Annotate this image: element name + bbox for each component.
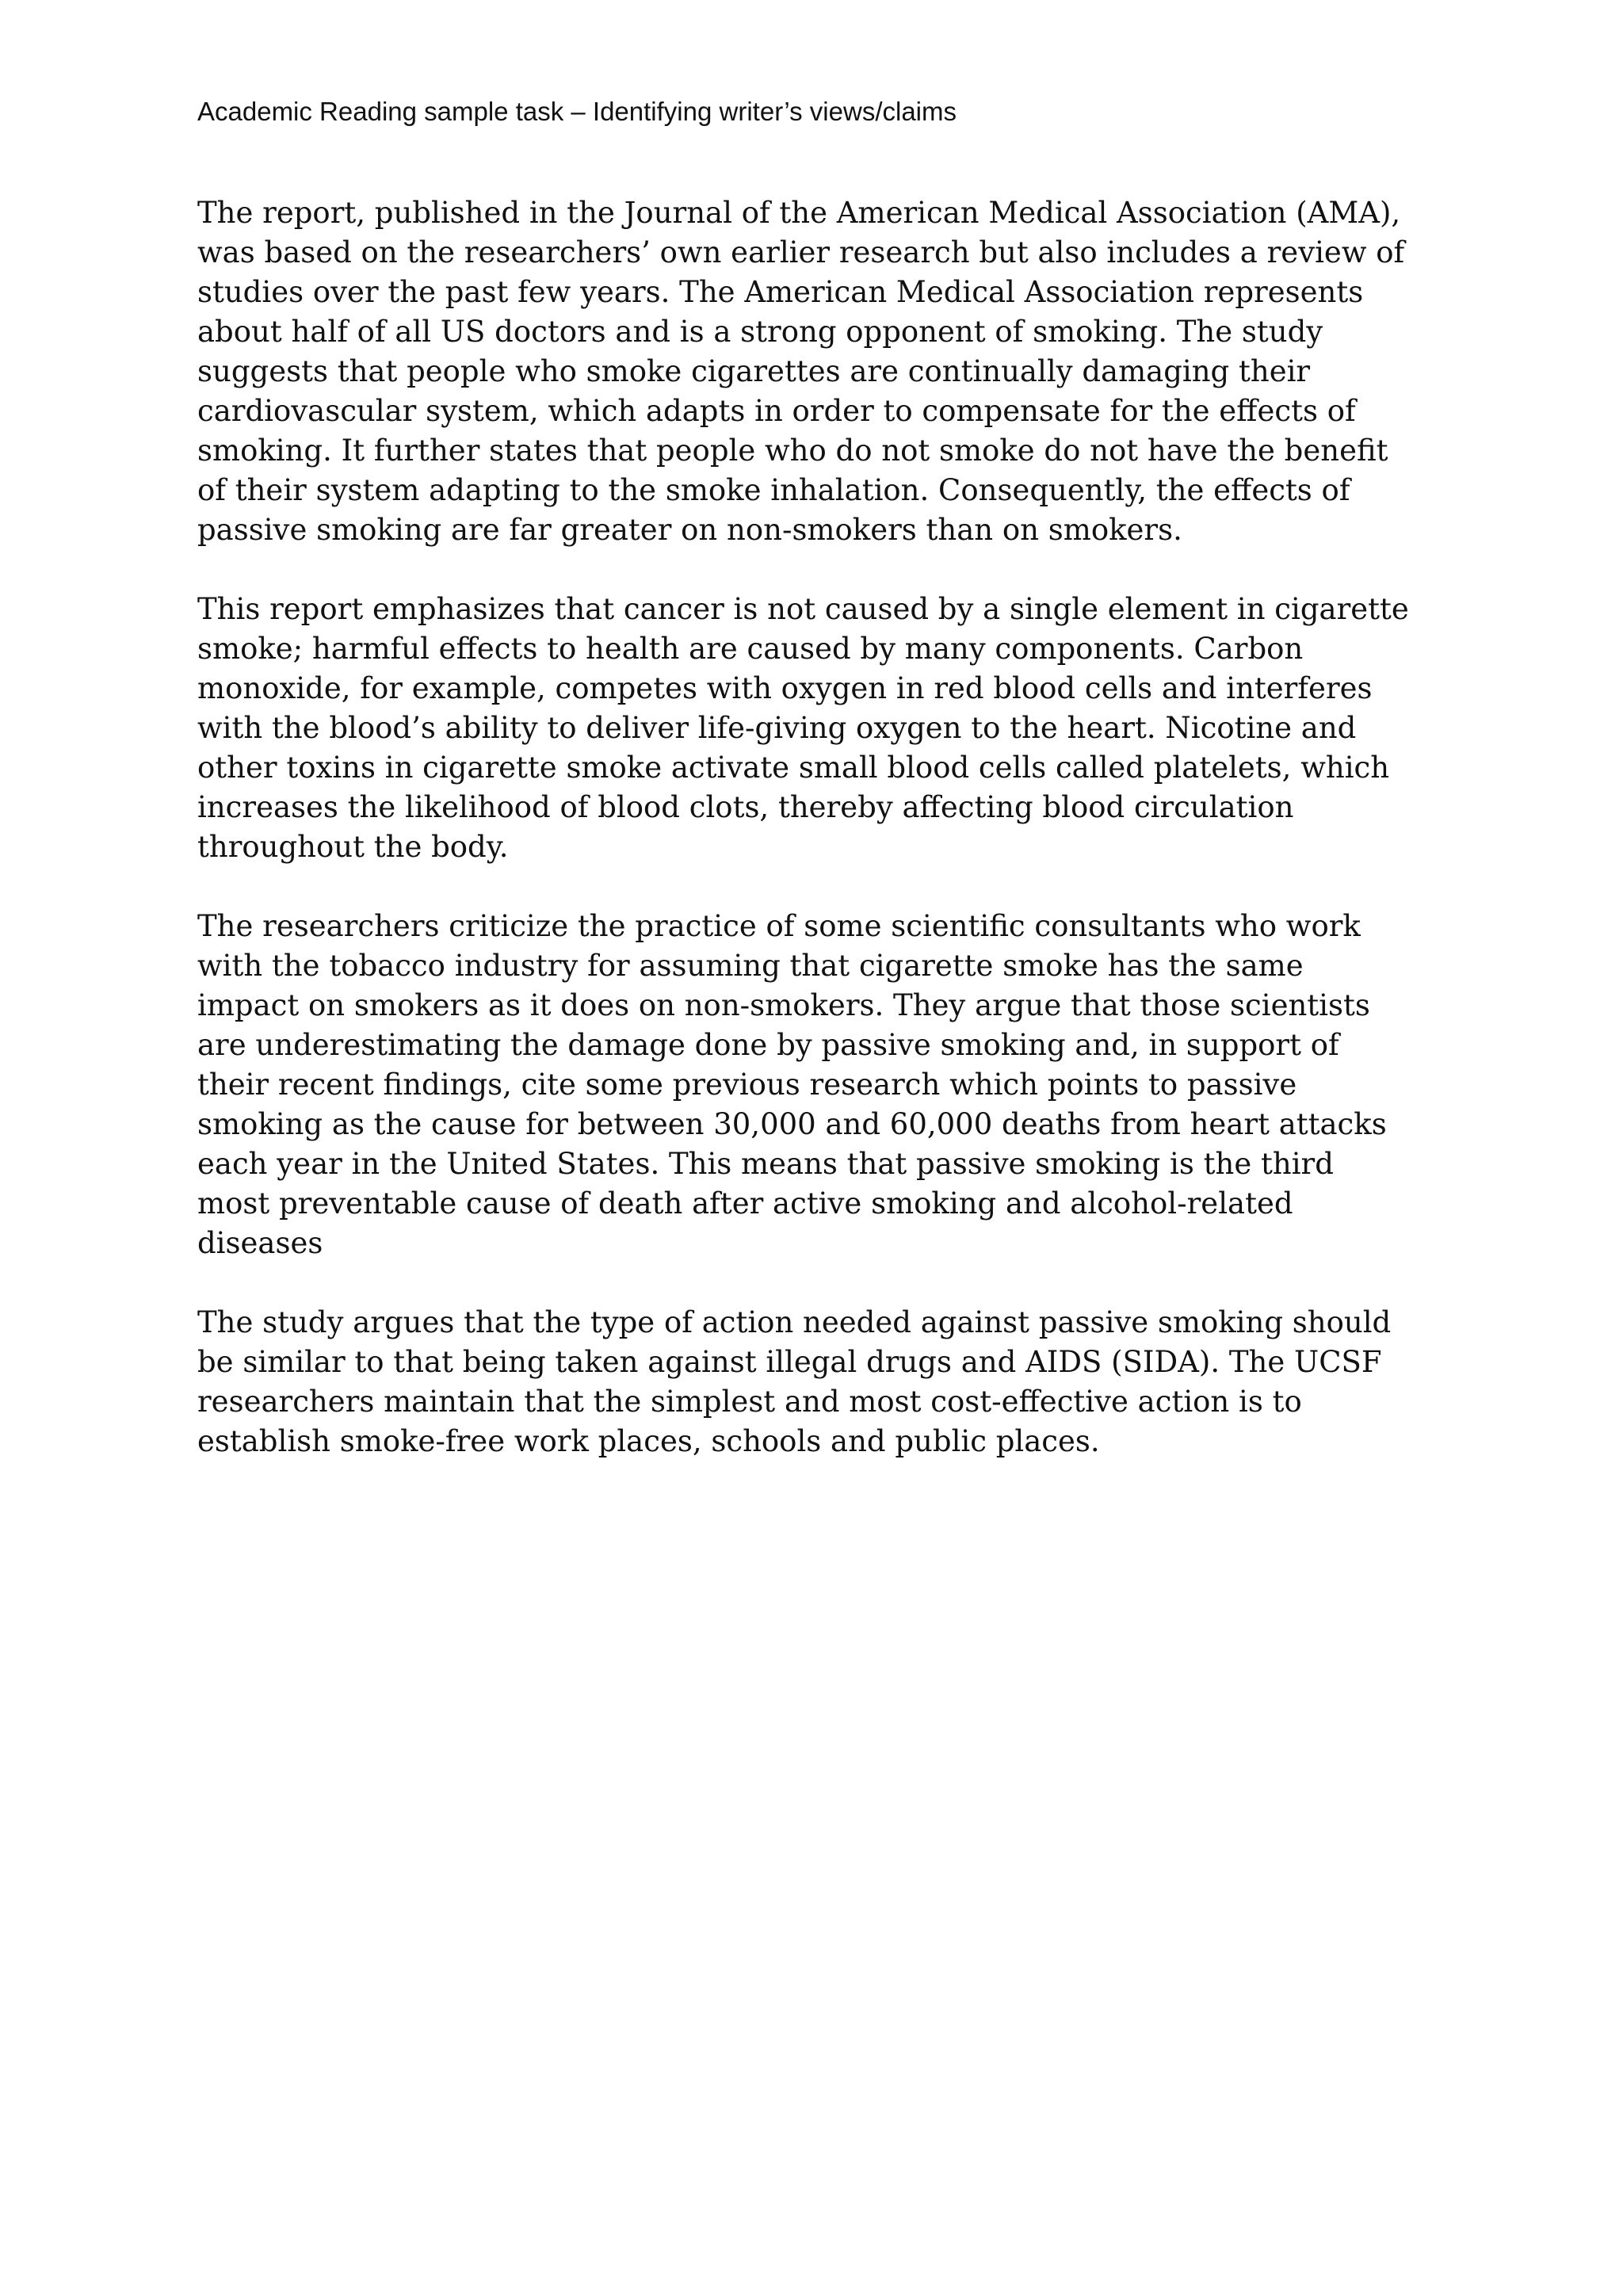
page-header: Academic Reading sample task – Identifying writer’s views/claims <box>197 97 957 126</box>
text-line: was based on the researchers’ own earlier research but also includes a review of <box>197 235 1405 269</box>
paragraph-1 <box>197 193 1449 550</box>
paragraph-3 <box>197 907 1449 1263</box>
text-line: each year in the United States. This means that passive smoking is the third <box>197 1147 1334 1181</box>
text-line: This report emphasizes that cancer is not caused by a single element in cigarette <box>197 592 1409 626</box>
text-line: The study argues that the type of action needed against passive smoking should <box>197 1305 1392 1339</box>
text-line: smoking as the cause for between 30,000 and 60,000 deaths from heart attacks <box>197 1107 1387 1141</box>
text-line: of their system adapting to the smoke inhalation. Consequently, the effects of <box>197 473 1350 507</box>
text-line: increases the likelihood of blood clots, thereby affecting blood circulation <box>197 790 1294 824</box>
text-line: are underestimating the damage done by passive smoking and, in support of <box>197 1028 1339 1062</box>
text-line: throughout the body. <box>197 830 509 864</box>
text-line: The report, published in the Journal of the American Medical Association (AMA), <box>197 196 1401 230</box>
text-line: studies over the past few years. The American Medical Association represents <box>197 275 1364 309</box>
paragraph-4 <box>197 1303 1449 1461</box>
article-body <box>197 193 1449 1501</box>
text-line: passive smoking are far greater on non-smokers than on smokers. <box>197 513 1182 547</box>
text-line: diseases <box>197 1226 323 1260</box>
text-line: impact on smokers as it does on non-smokers. They argue that those scientists <box>197 988 1370 1022</box>
paragraph-2 <box>197 590 1449 867</box>
text-line: cardiovascular system, which adapts in order to compensate for the effects of <box>197 394 1356 428</box>
text-line: The researchers criticize the practice of some scientific consultants who work <box>197 909 1361 943</box>
text-line: about half of all US doctors and is a strong opponent of smoking. The study <box>197 315 1323 349</box>
text-line: most preventable cause of death after active smoking and alcohol-related <box>197 1186 1293 1221</box>
text-line: be similar to that being taken against illegal drugs and AIDS (SIDA). The UCSF <box>197 1345 1382 1379</box>
text-line: monoxide, for example, competes with oxygen in red blood cells and interferes <box>197 671 1373 705</box>
text-line: researchers maintain that the simplest and most cost-effective action is to <box>197 1385 1302 1419</box>
text-line: smoke; harmful effects to health are caused by many components. Carbon <box>197 632 1304 666</box>
text-line: other toxins in cigarette smoke activate small blood cells called platelets, which <box>197 751 1390 785</box>
text-line: suggests that people who smoke cigarettes are continually damaging their <box>197 354 1311 388</box>
text-line: establish smoke-free work places, schools and public places. <box>197 1424 1100 1458</box>
text-line: smoking. It further states that people who do not smoke do not have the benefit <box>197 434 1388 468</box>
text-line: their recent findings, cite some previous research which points to passive <box>197 1068 1297 1102</box>
text-line: with the tobacco industry for assuming that cigarette smoke has the same <box>197 949 1304 983</box>
text-line: with the blood’s ability to deliver life-giving oxygen to the heart. Nicotine and <box>197 711 1357 745</box>
